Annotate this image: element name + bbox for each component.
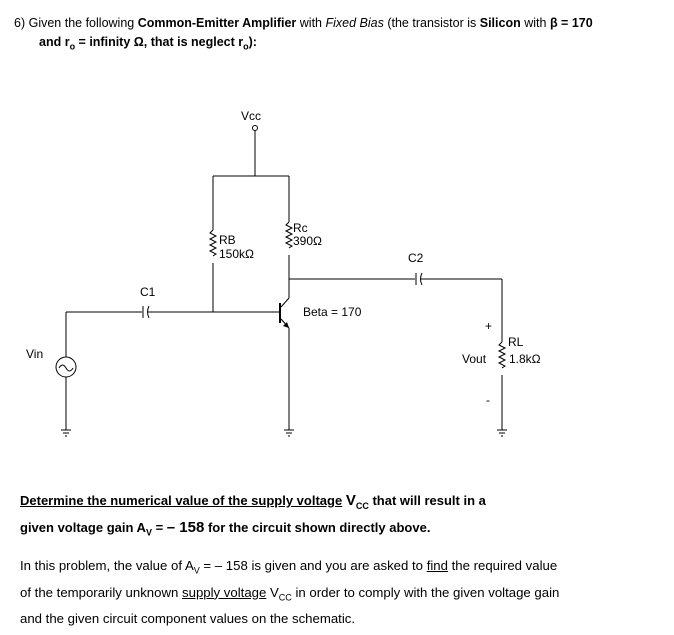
- problem-description: In this problem, the value of $A_V$ = – 158 is given and you are asked to find the required value of the temporarily unknown supply voltage $V_{CC}$ in order to comply with the given voltage gain and the given circuit component values on the schematic.: [20, 558, 560, 627]
- c2-label: C2: [408, 251, 424, 265]
- ground-load: [497, 430, 507, 436]
- ground-emitter: [284, 430, 294, 436]
- rc-value: 390Ω: [293, 234, 322, 248]
- ground-vin: [61, 430, 71, 436]
- rb-label: RB: [219, 233, 236, 247]
- c1-label: C1: [140, 285, 156, 299]
- amp-type: Common-Emitter Amplifier: [137, 16, 297, 30]
- vout-label: Vout: [462, 352, 487, 366]
- beta-value: β = 170: [549, 16, 593, 30]
- vcc-label: Vcc: [241, 109, 262, 123]
- rb-resistor: [210, 230, 216, 256]
- vin-source: [56, 357, 76, 377]
- vcc-terminal: [253, 126, 258, 131]
- rl-value: 1.8kΩ: [509, 352, 541, 366]
- vout-minus: -: [486, 393, 490, 407]
- rc-resistor: [286, 222, 292, 248]
- beta-label: Beta = 170: [303, 305, 362, 319]
- vin-label: Vin: [26, 347, 44, 361]
- task-statement: Determine the numerical value of the supply voltage $V_{CC}$ that will result in a given voltage gain $A_V$ = – 158 for the circuit shown directly above.: [20, 492, 486, 538]
- bias-type: Fixed Bias: [325, 16, 384, 30]
- rc-label: Rc: [293, 221, 308, 235]
- question-number: 6): [14, 16, 26, 30]
- vout-plus: +: [485, 319, 493, 333]
- question-text: 6) Given the following Common-Emitter Amplifier with Fixed Bias (the transistor is Silicon with β = 170 and $r_o$ = infinity Ω, that is neglect $r_o$):: [14, 16, 593, 52]
- rl-label: RL: [508, 335, 524, 349]
- rl-resistor: [499, 342, 505, 368]
- target-gain: – 158: [166, 519, 205, 536]
- rb-value: 150kΩ: [219, 247, 254, 261]
